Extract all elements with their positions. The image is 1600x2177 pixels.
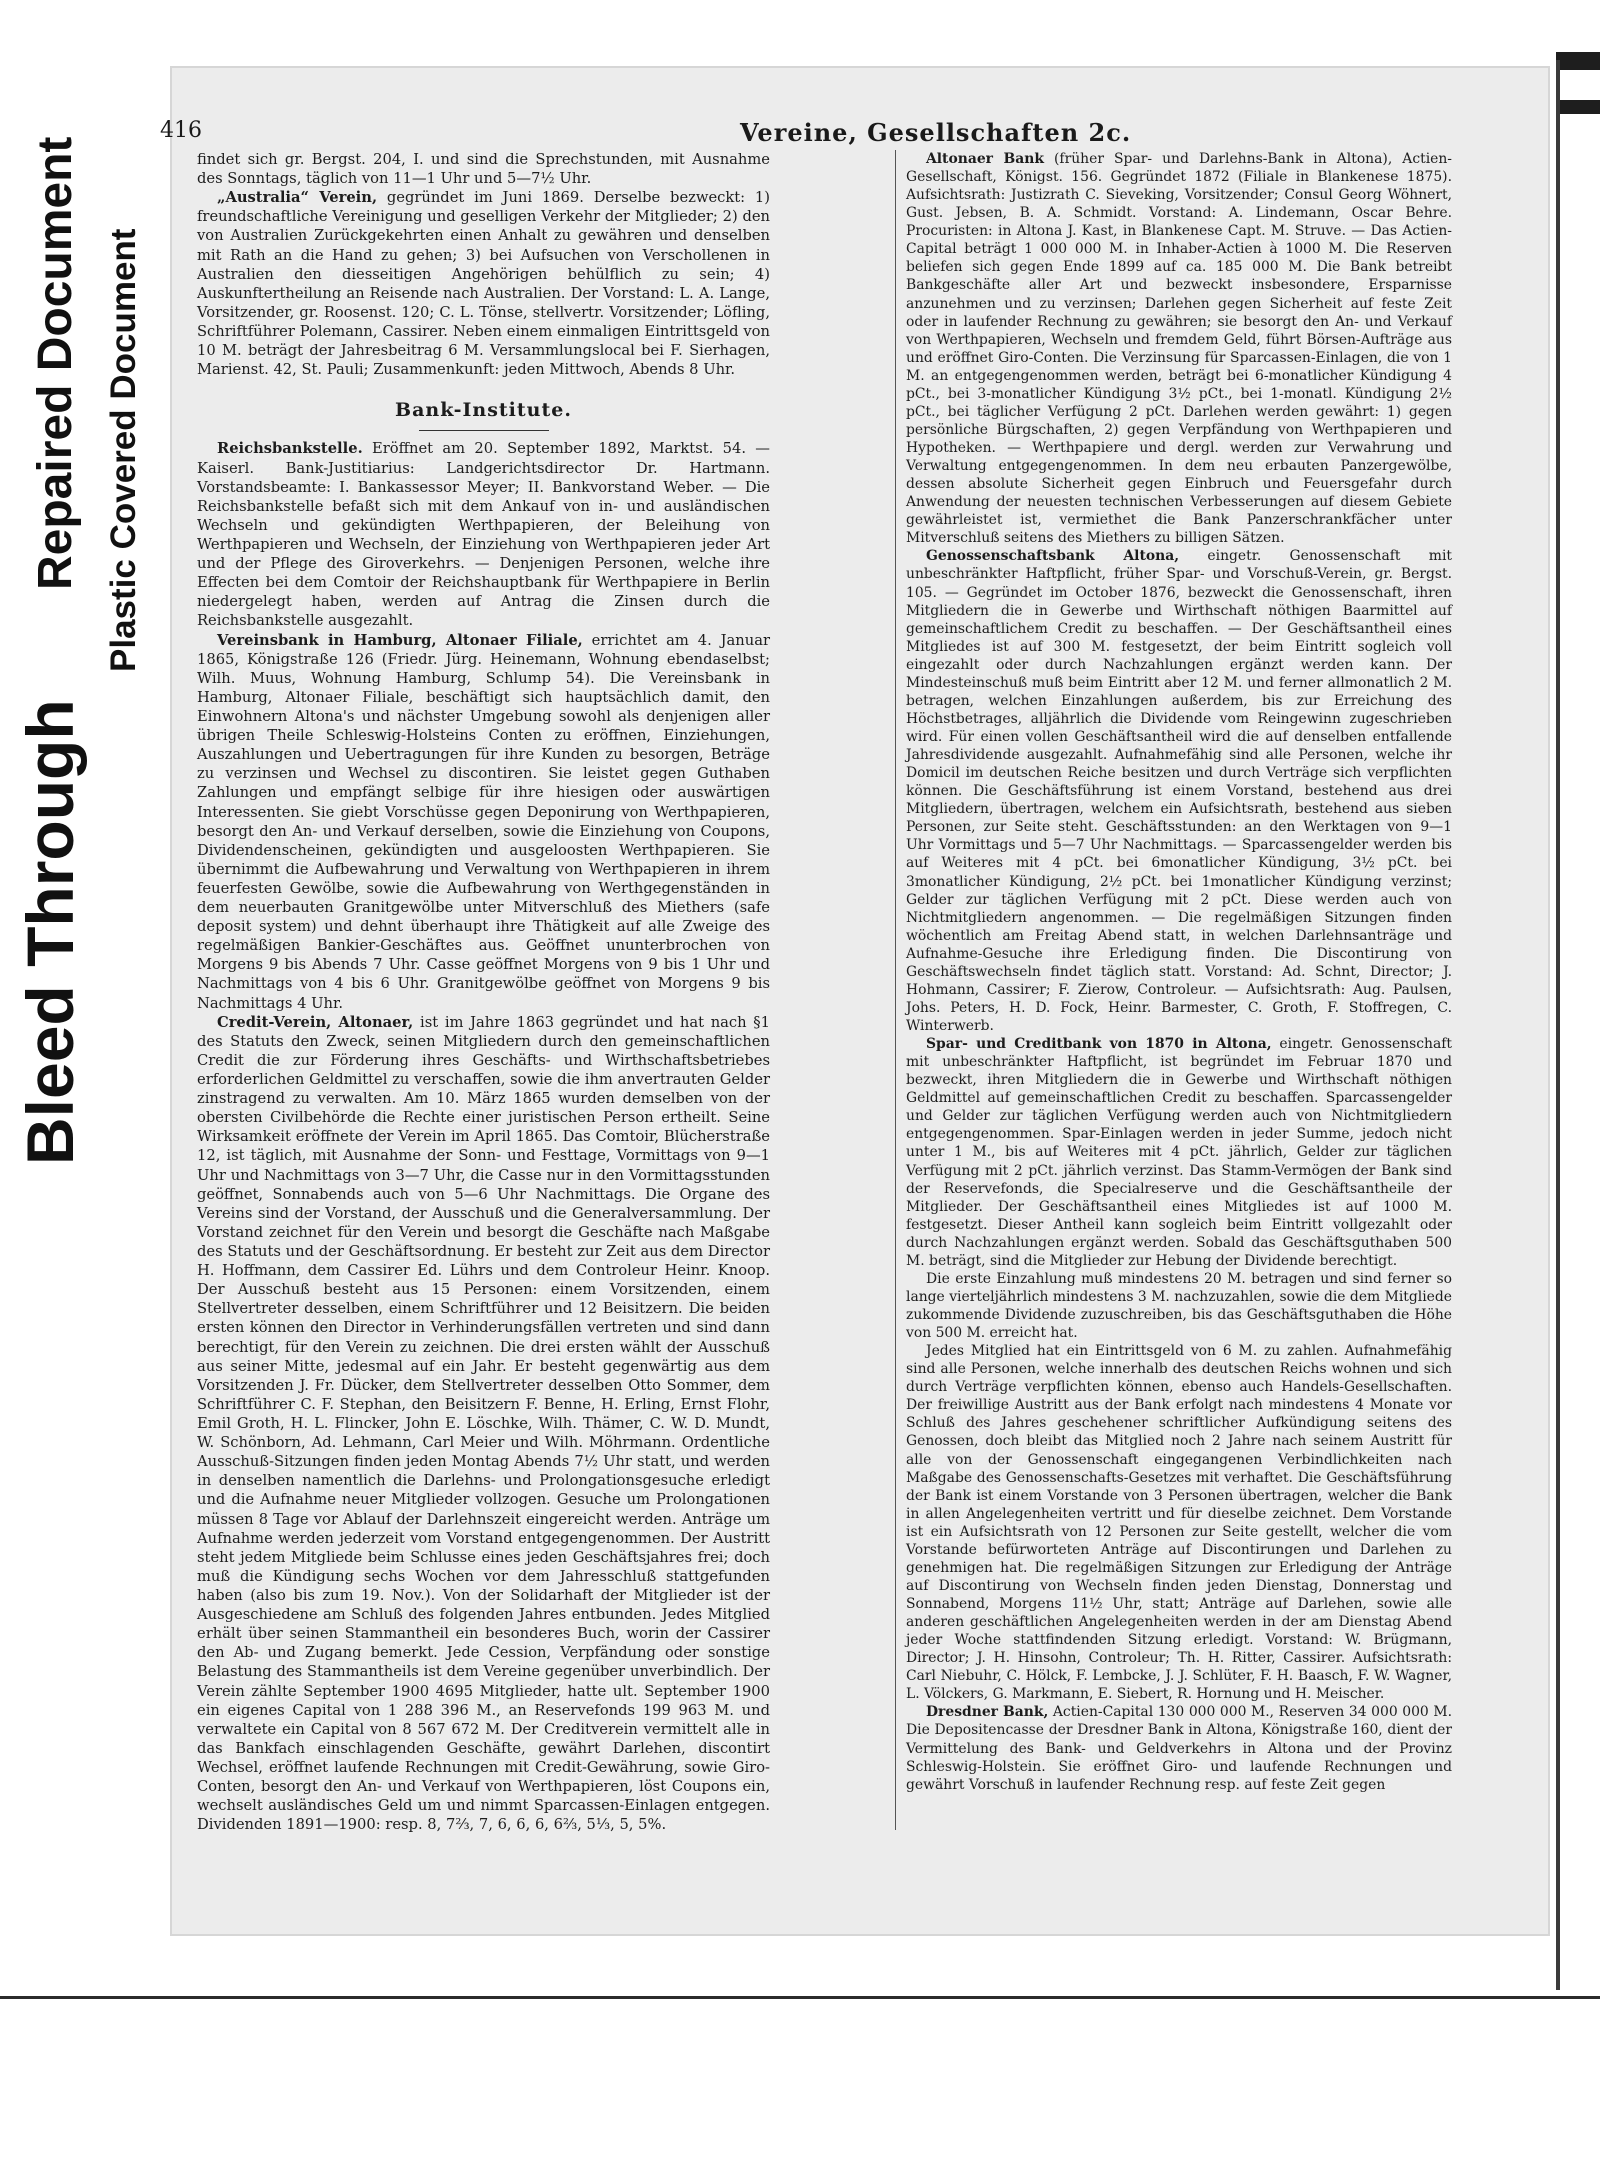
running-head: Vereine, Gesellschaften 2c. [740,118,1132,147]
page-header [160,118,1410,154]
entry-title: Credit-Verein, Altonaer, [217,1013,414,1031]
paragraph-reichsbankstelle: Reichsbankstelle. Eröffnet am 20. September 1892, Marktst. 54. — Kaiserl. Bank-Justitiarius: Landgerichtsdirector Dr. Hartmann. Vorstandsbeamte: I. Bankassessor Meyer; II. Bankvorstand Weber. — Die Reichsbankstelle befaßt sich mit dem Ankauf von in- und ausländischen Wechseln und gekündigten Werthpapieren, der Beleihung von Werthpapieren und Wechseln, der Einziehung von Werthpapieren jeder Art und der Pflege des Giroverkehrs. — Denjenigen Personen, welche ihre Effecten bei dem Comtoir der Reichshauptbank für Werthpapiere in Berlin niedergelegt haben, werden auf Antrag die Zinsen durch die Reichsbankstelle ausgezahlt. [197,440,770,630]
paragraph-genossenschaftsbank: Genossenschaftsbank Altona, eingetr. Genossenschaft mit unbeschränkter Haftpflicht, früher Spar- und Vorschuß-Verein, gr. Bergst. 105. — Gegründet im October 1876, bezweckt die Genossenschaft, ihren Mitgliedern die in Gewerbe und Wirthschaft nöthigen Baarmittel auf gemeinschaftlichem Credit zu beschaffen. — Der Geschäftsantheil eines Mitgliedes ist auf 300 M. festgesetzt, der beim Eintritt sogleich voll eingezahlt oder durch Nachzahlungen ergänzt werden kann. Der Mindesteinschuß muß beim Eintritt aber 12 M. und ferner allmonatlich 2 M. betragen, welchen Einzahlungen außerdem, bis zur Erreichung des Höchstbetrages, alljährlich die Dividende vom Reingewinn zugeschrieben wird. Für einen vollen Geschäftsantheil wird die auf denselben entfallende Jahresdividende ausgezahlt. Aufnahmefähig sind alle Personen, welche ihr Domicil im deutschen Reiche besitzen und durch Verträge sich verpflichten können. Die Geschäftsführung ist einem Vorstand, bestehend aus drei Mitgliedern, übertragen, welchem ein Aufsichtsrath, bestehend aus sieben Personen, zur Seite steht. Geschäftsstunden: an den Werktagen von 9—1 Uhr Vormittags und 5—7 Uhr Nachmittags. — Sparcassengelder werden bis auf Weiteres mit 4 pCt. bei 6monatlicher Kündigung, 3½ pCt. bei 3monatlicher Kündigung, 2½ pCt. bei 1monatlicher Kündigung verzinst; Gelder zur täglichen Verfügung mit 2 pCt. Diese werden auch von Nichtmitgliedern angenommen. — Die regelmäßigen Sitzungen finden wöchentlich am Freitag Abend statt, in welchen Darlehnsanträge und Aufnahme-Gesuche ihre Erledigung finden. Die Discontirung von Geschäftswechseln findet täglich statt. Vorstand: Ad. Schnt, Director; J. Hohmann, Cassirer; F. Zierow, Controleur. — Aufsichtsrath: Aug. Paulsen, Johs. Peters, H. D. Fock, Heinr. Barmester, C. Groth, F. Stoffregen, C. Winterwerb. [906,548,1452,1034]
scan-edge-mark [1556,52,1600,70]
paragraph-vereinsbank: Vereinsbank in Hamburg, Altonaer Filiale, errichtet am 4. Januar 1865, Königstraße 126 (Friedr. Jürg. Heinemann, Wohnung ebendaselbst; Wilh. Muus, Wohnung Hamburg, Schlump 54). Die Vereinsbank in Hamburg, Altonaer Filiale, beschäftigt sich hauptsächlich damit, den Einwohnern Altona's und nächster Umgebung sowohl als denjenigen aller übrigen Theile Schleswig-Holsteins Conten zu eröffnen, Einziehungen, Auszahlungen und Uebertragungen für ihre Kunden zu besorgen, Beträge zu verzinsen und Wechsel zu discontiren. Sie leistet gegen Guthaben Zahlungen und empfängt selbige für ihre hiesigen oder auswärtigen Interessenten. Sie giebt Vorschüsse gegen Deponirung von Werthpapieren, besorgt den An- und Verkauf derselben, sowie die Einziehung von Coupons, Dividendenscheinen, gekündigten und ausgeloosten Werthpapieren. Sie übernimmt die Aufbewahrung und Verwaltung von Werthpapieren in ihrem feuerfesten Gewölbe, sowie die Aufbewahrung von Werthgegenständen in dem neuerbauten Granitgewölbe unter Mitverschluß des Miethers (safe deposit system) und dehnt überhaupt ihre Thätigkeit auf alle Zweige des regelmäßigen Bankier-Geschäftes aus. Geöffnet ununterbrochen von Morgens 9 bis Abends 7 Uhr. Casse geöffnet Morgens von 9 bis 1 Uhr und Nachmittags von 4 bis 6 Uhr. Granitgewölbe geöffnet von Morgens 9 bis Nachmittags 4 Uhr. [197,631,770,1012]
section-heading: Bank-Institute. [395,399,572,422]
entry-title: Altonaer Bank [926,151,1044,167]
entry-title: Dresdner Bank, [926,1704,1049,1721]
right-column [906,150,1452,1794]
page-number: 416 [160,118,202,143]
paragraph-australia-verein: „Australia“ Verein, gegründet im Juni 1869. Derselbe bezweckt: 1) freundschaftliche Vereinigung und geselligen Verkehr der Mitglieder; 2) den von Australien Zurückgekehrten einen Anhalt zu gewähren und denselben mit Rath an die Hand zu gehen; 3) bei Aufsuchen von Verschollenen in Australien den diesseitigen Angehörigen behülflich zu sein; 4) Auskunftertheilung an Reisende nach Australien. Der Vorstand: L. A. Lange, Vorsitzender, gr. Roosenst. 120; C. L. Tönse, stellvertr. Vorsitzender; Löfling, Schriftführer Polemann, Cassirer. Neben einem einmaligen Eintrittsgeld von 10 M. beträgt der Jahresbeitrag 6 M. Versammlungslocal bei F. Sierhagen, Marienst. 42, St. Pauli; Zusammenkunft: jeden Mittwoch, Abends 8 Uhr. [197,189,770,379]
column-divider [895,150,896,1830]
scan-edge-mark [1556,100,1600,114]
entry-title: „Australia“ Verein, [217,189,378,207]
paragraph-altonaer-bank: Altonaer Bank (früher Spar- und Darlehns-Bank in Altona), Actien-Gesellschaft, Königst. 156. Gegründet 1872 (Filiale in Blankenese 1875). Aufsichtsrath: Justizrath C. Sieveking, Vorsitzender; Consul Georg Wöhnert, Gust. Jebsen, B. A. Schmidt. Vorstand: A. Lindemann, Oscar Behre. Procuristen: in Altona J. Kast, in Blankenese Capt. M. Struve. — Das Actien-Capital beträgt 1 000 000 M. in Inhaber-Actien à 1000 M. Die Reserven beliefen sich gegen Ende 1899 auf ca. 185 000 M. Die Bank betreibt Bankgeschäfte aller Art und bezweckt insbesondere, Ersparnisse anzunehmen und zu verzinsen; Darlehen gegen Sicherheit auf feste Zeit oder in laufender Rechnung zu gewähren; sie besorgt den An- und Verkauf von Werthpapieren, Wechseln und fremdem Geld, führt Börsen-Aufträge aus und eröffnet Giro-Conten. Die Verzinsung für Sparcassen-Einlagen, die von 1 M. an entgegengenommen werden, beträgt bei 6-monatlicher Kündigung 4 pCt., bei 3-monatlicher Kündigung 3½ pCt., bei 1-monatl. Kündigung 2½ pCt., bei täglicher Verfügung 2 pCt. Darlehen werden gewährt: 1) gegen persönliche Bürgschaften, 2) gegen Verpfändung von Werthpapieren und Hypotheken. — Werthpapiere und dergl. werden zur Verwahrung und Verwaltung entgegengenommen. In dem neu erbauten Panzergewölbe, dessen absolute Sicherheit gegen Einbruch und Feuersgefahr durch Anwendung der neuesten technischen Verbesserungen auf diesem Gebiete gewährleistet ist, vermiethet die Bank Panzerschrankfächer unter Mitverschluß seitens des Miethers zu billigen Sätzen. [906,151,1453,547]
paragraph: Die erste Einzahlung muß mindestens 20 M. betragen und sind ferner so lange vierteljährlich mindestens 3 M. nachzuzahlen, sowie die dem Mitgliede zukommende Dividende zuzuschreiben, bis das Geschäftsguthaben die Höhe von 500 M. erreicht hat. [906,1270,1452,1342]
scan-background-top [0,0,1600,50]
entry-title: Genossenschaftsbank Altona, [926,548,1180,565]
entry-title: Spar- und Creditbank von 1870 in Altona, [926,1036,1272,1053]
paragraph: findet sich gr. Bergst. 204, I. und sind die Sprechstunden, mit Ausnahme des Sonntags, täglich von 11—1 Uhr und 5—7½ Uhr. [197,151,770,188]
label-plastic-covered-document: Plastic Covered Document [104,228,143,672]
adjacent-page-edge [1556,60,1560,1990]
paragraph-dresdner-bank: Dresdner Bank, Actien-Capital 130 000 000 M., Reserven 34 000 000 M. Die Depositencasse der Dresdner Bank in Altona, Königstraße 160, dient der Vermittelung des Bank- und Geldverkehrs in Altona und der Provinz Schleswig-Holstein. Sie eröffnet Giro- und laufende Rechnungen und gewährt Vorschuß in laufender Rechnung resp. auf feste Zeit gegen [906,1704,1452,1793]
heading-rule [419,430,549,431]
paragraph: Jedes Mitglied hat ein Eintrittsgeld von 6 M. zu zahlen. Aufnahmefähig sind alle Personen, welche innerhalb des deutschen Reichs wohnen und sich durch Verträge verpflichten können, ebenso auch Handels-Gesellschaften. Der freiwillige Austritt aus der Bank erfolgt nach mindestens 4 Monate vor Schluß des Jahres geschehener schriftlicher Aufkündigung seitens des Genossen, doch bleibt das Mitglied noch 2 Jahre nach seinem Austritt für alle von der Genossenschaft eingegangenen Verbindlichkeiten nach Maßgabe des Genossenschafts-Gesetzes mit verhaftet. Die Geschäftsführung der Bank ist einem Vorstande von 3 Personen übertragen, welcher die Bank in allen Angelegenheiten vertritt und für dieselbe zeichnet. Dem Vorstande ist ein Aufsichtsrath von 12 Personen zur Seite gestellt, welcher die vom Vorstande befürworteten Anträge auf Discontirungen und Darlehen zu genehmigen hat. Die regelmäßigen Sitzungen zur Erledigung der Anträge auf Discontirung von Wechseln finden jeden Dienstag, Donnerstag und Sonnabend, Morgens 11½ Uhr, statt; Anträge auf Darlehen, sowie alle anderen geschäftlichen Angelegenheiten werden in der am Dienstag Abend jeder Woche stattfindenden Sitzung erledigt. Vorstand: W. Brügmann, Director; J. H. Hinsohn, Controleur; Th. H. Ritter, Cassirer. Aufsichtsrath: Carl Niebuhr, C. Hölck, F. Lembcke, J. J. Schlüter, F. H. Baasch, F. W. Wagner, L. Völckers, G. Markmann, E. Siebert, R. Hornung und H. Meischer. [906,1343,1452,1703]
entry-title: Reichsbankstelle. [217,440,363,458]
paragraph-credit-verein: Credit-Verein, Altonaer, ist im Jahre 1863 gegründet und hat nach §1 des Statuts den Zweck, seinen Mitgliedern durch den gemeinschaftlichen Credit die zur Förderung ihres Geschäfts- und Wirthschaftsbetriebes erforderlichen Geldmittel zu verschaffen, sowie die ihm anvertrauten Gelder zinstragend zu verwalten. Am 10. März 1865 wurden demselben von der obersten Civilbehörde die Rechte einer juristischen Person ertheilt. Seine Wirksamkeit eröffnete der Verein im April 1865. Das Comtoir, Blücherstraße 12, ist täglich, mit Ausnahme der Sonn- und Festtage, Vormittags von 9—1 Uhr und Nachmittags von 3—7 Uhr, die Casse nur in den Vormittagsstunden geöffnet, Sonnabends auch von 5—6 Uhr Nachmittags. Die Organe des Vereins sind der Vorstand, der Ausschuß und die Generalversammlung. Der Vorstand zeichnet für den Verein und besorgt die Geschäfte nach Maßgabe des Statuts und der Geschäftsordnung. Er besteht zur Zeit aus dem Director H. Hoffmann, dem Cassirer Ed. Lührs und dem Controleur Heinr. Knoop. Der Ausschuß besteht aus 15 Personen: einem Vorsitzenden, einem Stellvertreter desselben, einem Schriftführer und 12 Beisitzern. Die beiden ersten können den Director in Verhinderungsfällen vertreten und sind dann berechtigt, für den Verein zu zeichnen. Die drei ersten wählt der Ausschuß aus seiner Mitte, jedesmal auf ein Jahr. Er besteht gegenwärtig aus dem Vorsitzenden J. Fr. Dücker, dem Stellvertreter desselben Otto Sommer, dem Schriftführer C. F. Stephan, den Beisitzern F. Benne, H. Erling, Ernst Flohr, Emil Groth, H. L. Flincker, John E. Löschke, Wilh. Thämer, C. W. D. Mundt, W. Schönborn, Ad. Lehmann, Carl Meier und Wilh. Möhrmann. Ordentliche Ausschuß-Sitzungen finden jeden Montag Abends 7½ Uhr statt, und werden in denselben namentlich die Darlehns- und Prolongationsgesuche erledigt und die Aufnahme neuer Mitglieder vollzogen. Gesuche um Prolongationen müssen 8 Tage vor Ablauf der Darlehnszeit eingereicht werden. Anträge um Aufnahme werden jederzeit vom Vorstand entgegengenommen. Der Austritt steht jedem Mitgliede beim Schlusse eines jeden Geschäftsjahres frei; doch muß die Kündigung sechs Wochen vor dem Jahresschluß stattgefunden haben (also bis zum 19. Nov.). Von der Solidarhaft der Mitglieder ist der Ausgeschiedene am Schluß des folgenden Jahres entbunden. Jedes Mitglied erhält über seinen Stammantheil ein besonderes Buch, worin der Cassirer den Ab- und Zugang bemerkt. Jede Cession, Verpfändung oder sonstige Belastung des Stammantheils ist dem Vereine gegenüber unverbindlich. Der Verein zählte September 1900 4695 Mitglieder, hatte ult. September 1900 ein eigenes Capital von 1 288 396 M., an Reservefonds 199 963 M. und verwaltete ein Capital von 8 567 672 M. Der Creditverein vermittelt alle in das Bankfach einschlagenden Geschäfte, gewährt Darlehen, discontirt Wechsel, eröffnet laufende Rechnungen mit Credit-Gewährung, sowie Giro-Conten, besorgt den An- und Verkauf von Werthpapieren, löst Coupons ein, wechselt ausländisches Geld um und nimmt Sparcassen-Einlagen entgegen. Dividenden 1891—1900: resp. 8, 7⅔, 7, 6, 6, 6, 6⅔, 5⅓, 5, 5%. [197,1013,770,1834]
entry-title: Vereinsbank in Hamburg, Altonaer Filiale, [217,631,583,649]
label-repaired-document: Repaired Document [29,136,82,590]
left-column [197,150,770,1834]
scan-bottom-border [0,1996,1600,1999]
label-bleed-through: Bleed Through [13,699,87,1165]
paragraph-spar-und-creditbank: Spar- und Creditbank von 1870 in Altona, eingetr. Genossenschaft mit unbeschränkter Haftpflicht, ist begründet im Februar 1870 und bezweckt, ihren Mitgliedern die in Gewerbe und Wirthschaft nöthigen Geldmittel auf gemeinschaftlichen Credit zu beschaffen. Sparcassengelder und Gelder zur täglichen Verfügung werden auch von Nichtmitgliedern entgegengenommen. Spar-Einlagen werden in jeder Summe, jedoch nicht unter 1 M., bis auf Weiteres mit 4 pCt. jährlich, Gelder zur täglichen Verfügung mit 2 pCt. jährlich verzinst. Das Stamm-Vermögen der Bank sind der Reservefonds, die Specialreserve und die Geschäftsantheile der Mitglieder. Der Geschäftsantheil eines Mitgliedes ist auf 1000 M. festgesetzt. Dieser Antheil kann sogleich beim Eintritt vollgezahlt oder durch Nachzahlungen ergänzt werden. Sobald das Geschäftsguthaben 500 M. beträgt, sind die Mitglieder zur Hebung der Dividende berechtigt. [906,1036,1453,1269]
